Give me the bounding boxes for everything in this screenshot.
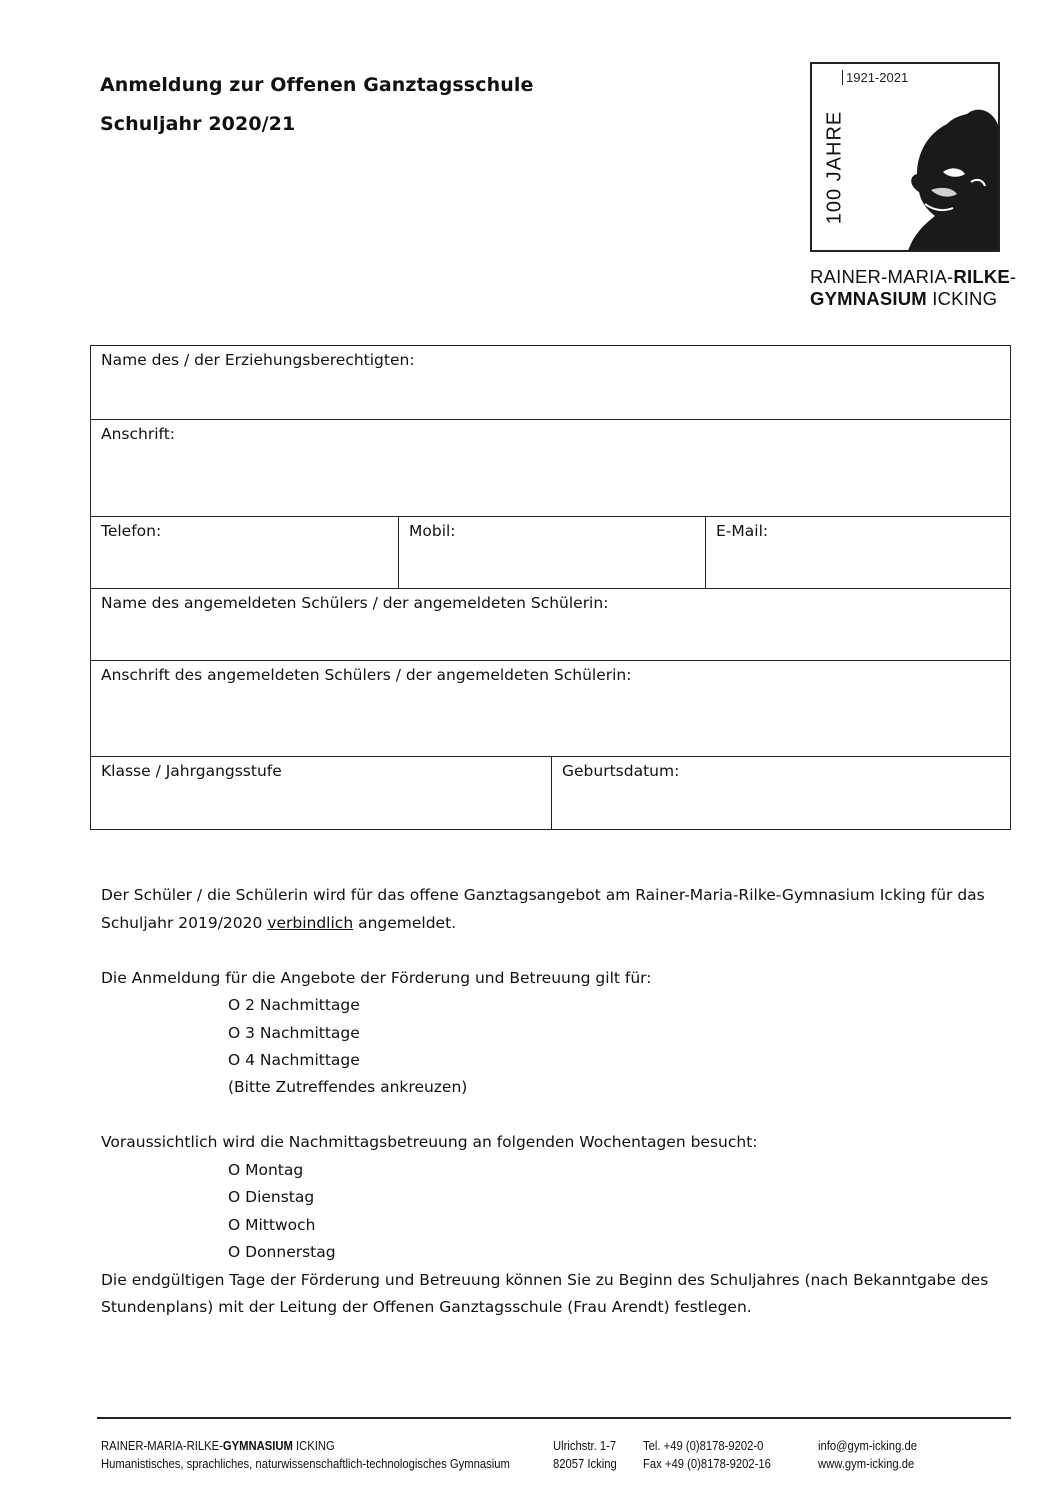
student-address-label: Anschrift des angemeldeten Schülers / der angemeldeten Schülerin: <box>101 666 632 684</box>
row-guardian-name <box>91 346 1010 419</box>
row-student-name <box>91 588 1010 660</box>
intro-text-line1: Der Schüler / die Schülerin wird für das offene Ganztagsangebot am Rainer-Maria-Rilke-Gymnasium Icking für das <box>101 886 985 904</box>
option-tuesday[interactable]: O Dienstag <box>228 1188 315 1206</box>
footer-school-description: Humanistisches, sprachliches, naturwissenschaftlich-technologisches Gymnasium <box>101 1457 510 1471</box>
footer-school-name: RAINER-MARIA-RILKE-GYMNASIUM ICKING <box>101 1439 335 1453</box>
logo-years-label: 100 JAHRE <box>823 110 846 225</box>
registration-form-table <box>90 345 1011 830</box>
logo-years-range: 1921-2021 <box>842 70 908 85</box>
option-2-afternoons[interactable]: O 2 Nachmittage <box>228 996 360 1014</box>
school-logo <box>810 62 1000 252</box>
option-wednesday[interactable]: O Mittwoch <box>228 1216 316 1234</box>
row-contact <box>91 516 1010 588</box>
footer-phone: Tel. +49 (0)8178-9202-0 <box>643 1439 764 1453</box>
student-address-field[interactable] <box>91 661 1010 756</box>
footer-fax: Fax +49 (0)8178-9202-16 <box>643 1457 771 1471</box>
form-title: Anmeldung zur Offenen Ganztagsschule <box>100 74 534 96</box>
row-class-birthdate <box>91 756 1010 829</box>
class-field[interactable] <box>91 757 551 829</box>
afternoons-note: (Bitte Zutreffendes ankreuzen) <box>228 1078 468 1096</box>
student-name-field[interactable] <box>91 589 1010 660</box>
weekdays-heading: Voraussichtlich wird die Nachmittagsbetreuung an folgenden Wochentagen besucht: <box>101 1133 758 1151</box>
school-year-title: Schuljahr 2020/21 <box>100 113 296 135</box>
option-4-afternoons[interactable]: O 4 Nachmittage <box>228 1051 360 1069</box>
birthdate-field[interactable] <box>551 757 1010 829</box>
option-3-afternoons[interactable]: O 3 Nachmittage <box>228 1024 360 1042</box>
guardian-name-label: Name des / der Erziehungsberechtigten: <box>101 351 415 369</box>
student-name-label: Name des angemeldeten Schülers / der angemeldeten Schülerin: <box>101 594 609 612</box>
afternoons-heading: Die Anmeldung für die Angebote der Förderung und Betreuung gilt für: <box>101 969 652 987</box>
footer-city: 82057 Icking <box>553 1457 617 1471</box>
option-monday[interactable]: O Montag <box>228 1161 304 1179</box>
mobile-label: Mobil: <box>409 522 456 540</box>
footer-email-link[interactable]: info@gym-icking.de <box>818 1439 917 1453</box>
footer-street: Ulrichstr. 1-7 <box>553 1439 617 1453</box>
birthdate-label: Geburtsdatum: <box>562 762 680 780</box>
binding-word: verbindlich <box>267 914 354 932</box>
footer-divider <box>97 1417 1011 1419</box>
footer-website-link[interactable]: www.gym-icking.de <box>818 1457 915 1471</box>
class-label: Klasse / Jahrgangsstufe <box>101 762 282 780</box>
address-field[interactable] <box>91 420 1010 516</box>
guardian-name-field[interactable] <box>91 346 1010 419</box>
email-field[interactable] <box>705 517 1010 588</box>
logo-school-name-line1: RAINER-MARIA-RILKE- <box>810 266 1017 287</box>
email-label: E-Mail: <box>716 522 769 540</box>
intro-text-line2: Schuljahr 2019/2020 verbindlich angemeldet. <box>101 914 457 932</box>
closing-text-line2: Stundenplans) mit der Leitung der Offenen Ganztagsschule (Frau Arendt) festlegen. <box>101 1298 752 1316</box>
address-label: Anschrift: <box>101 425 176 443</box>
mobile-field[interactable] <box>398 517 705 588</box>
rilke-portrait-icon <box>907 94 1000 252</box>
row-student-address <box>91 660 1010 756</box>
phone-label: Telefon: <box>101 522 162 540</box>
closing-text-line1: Die endgültigen Tage der Förderung und Betreuung können Sie zu Beginn des Schuljahres (nach Bekanntgabe des <box>101 1271 989 1289</box>
phone-field[interactable] <box>91 517 398 588</box>
option-thursday[interactable]: O Donnerstag <box>228 1243 336 1261</box>
row-address <box>91 419 1010 516</box>
logo-school-name-line2: GYMNASIUM ICKING <box>810 288 998 309</box>
